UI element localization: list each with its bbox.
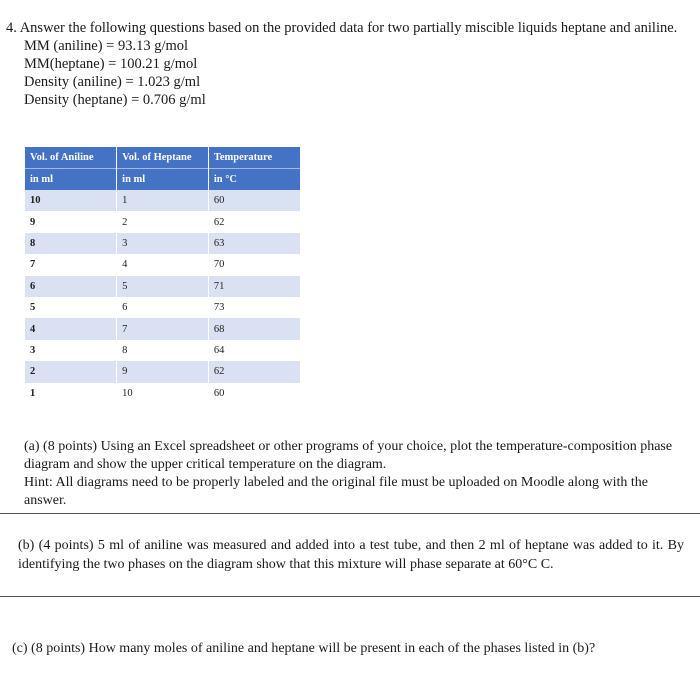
question-intro (6, 19, 686, 109)
cell-temperature: 68 (208, 318, 300, 339)
table-header-row (25, 147, 300, 169)
cell-heptane: 3 (117, 233, 209, 254)
part-a-question: (a) (8 points) Using an Excel spreadsheet or other programs of your choice, plot the temperature-composition phase diagram and show the upper critical temperature on the diagram. (24, 439, 673, 472)
table-row (25, 318, 300, 339)
unit-heptane: in ml (117, 169, 209, 191)
cell-temperature: 71 (208, 276, 300, 297)
part-a (24, 438, 680, 510)
cell-temperature: 64 (208, 340, 300, 361)
table-row (25, 340, 300, 361)
cell-aniline: 4 (25, 318, 117, 339)
header-heptane: Vol. of Heptane (117, 147, 209, 169)
molar-mass-aniline: MM (aniline) = 93.13 g/mol (24, 38, 189, 54)
given-data (6, 37, 686, 109)
cell-aniline: 2 (25, 361, 117, 382)
header-temperature: Temperature (208, 147, 300, 169)
table-row (25, 233, 300, 254)
cell-heptane: 8 (117, 340, 209, 361)
cell-temperature: 70 (208, 254, 300, 275)
cell-heptane: 4 (117, 254, 209, 275)
divider (0, 596, 700, 597)
data-table (25, 147, 300, 404)
part-b-question: (b) (4 points) 5 ml of aniline was measured and added into a test tube, and then 2 ml of heptane was added to it. By identifying the two phases on the diagram show that this mixture will phase separate at 60°C C. (18, 538, 684, 572)
cell-aniline: 10 (25, 190, 117, 211)
cell-aniline: 3 (25, 340, 117, 361)
cell-temperature: 73 (208, 297, 300, 318)
cell-aniline: 1 (25, 383, 117, 404)
cell-aniline: 9 (25, 211, 117, 232)
cell-aniline: 5 (25, 297, 117, 318)
table-row (25, 383, 300, 404)
cell-temperature: 60 (208, 383, 300, 404)
cell-heptane: 10 (117, 383, 209, 404)
table-row (25, 297, 300, 318)
unit-aniline: in ml (25, 169, 117, 191)
density-heptane: Density (heptane) = 0.706 g/ml (24, 92, 206, 108)
cell-heptane: 2 (117, 211, 209, 232)
cell-temperature: 63 (208, 233, 300, 254)
cell-aniline: 8 (25, 233, 117, 254)
unit-temperature: in °C (208, 169, 300, 191)
header-aniline: Vol. of Aniline (25, 147, 117, 169)
cell-heptane: 1 (117, 190, 209, 211)
question-prompt: 4. Answer the following questions based on the provided data for two partially miscible liquids heptane and aniline. (6, 20, 678, 36)
molar-mass-heptane: MM(heptane) = 100.21 g/mol (24, 56, 198, 72)
part-c-question: (c) (8 points) How many moles of aniline and heptane will be present in each of the phases listed in (b)? (12, 641, 596, 656)
table-header-units-row (25, 169, 300, 191)
table-row (25, 276, 300, 297)
cell-aniline: 7 (25, 254, 117, 275)
cell-aniline: 6 (25, 276, 117, 297)
cell-heptane: 9 (117, 361, 209, 382)
cell-temperature: 62 (208, 211, 300, 232)
part-a-hint: Hint: All diagrams need to be properly labeled and the original file must be uploaded on Moodle along with the answer. (24, 475, 649, 508)
table-row (25, 190, 300, 211)
table-row (25, 254, 300, 275)
table-row (25, 211, 300, 232)
cell-heptane: 5 (117, 276, 209, 297)
cell-temperature: 62 (208, 361, 300, 382)
divider (0, 513, 700, 514)
cell-heptane: 7 (117, 318, 209, 339)
density-aniline: Density (aniline) = 1.023 g/ml (24, 74, 201, 90)
cell-heptane: 6 (117, 297, 209, 318)
cell-temperature: 60 (208, 190, 300, 211)
table-row (25, 361, 300, 382)
